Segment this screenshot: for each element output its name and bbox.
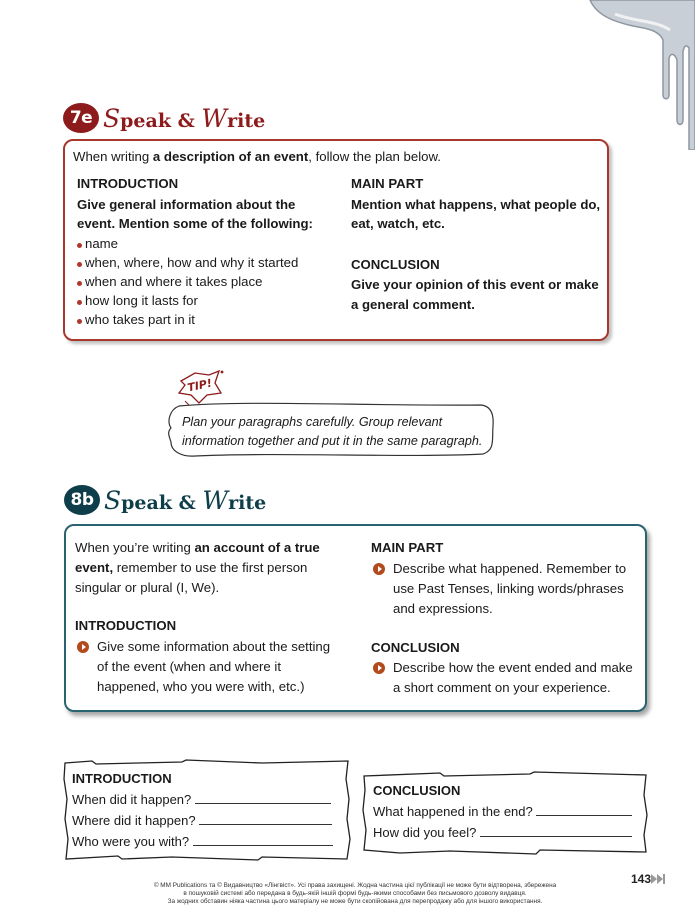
tip-text: Plan your paragraphs carefully. Group relevant information together and put it in the same paragraph. — [182, 415, 483, 448]
card-question-row: How did you feel? — [373, 822, 643, 843]
list-item: name — [77, 234, 337, 253]
plan-intro-sentence: When writing a description of an event, follow the plan below. — [73, 149, 441, 164]
introduction-instruction: Give general information about the event. Mention some of the following: — [77, 196, 313, 231]
answer-blank[interactable] — [536, 804, 632, 816]
conclusion-heading: CONCLUSION — [351, 256, 440, 272]
card-question-row: What happened in the end? — [373, 801, 643, 822]
forward-arrows-icon — [651, 874, 665, 884]
list-item: who takes part in it — [77, 310, 337, 329]
tip-badge-icon — [175, 367, 225, 407]
section-title-8b: Speak & Write — [104, 485, 267, 515]
arrow-bullet-icon — [373, 563, 385, 575]
introduction-column-7e — [77, 174, 337, 329]
card-question-row: When did it happen? — [72, 789, 342, 810]
list-item: when, where, how and why it started — [77, 253, 337, 272]
main-part-heading: MAIN PART — [371, 540, 444, 555]
main-conclusion-column-8b — [371, 538, 637, 698]
card-heading: CONCLUSION — [373, 783, 461, 798]
section-badge-7e: 7e — [63, 103, 99, 133]
arrow-bullet-icon — [77, 641, 89, 653]
page-number: 143 — [631, 872, 652, 886]
answer-blank[interactable] — [195, 792, 331, 804]
conclusion-heading: CONCLUSION — [371, 639, 460, 655]
list-item: Describe how the event ended and make a short comment on your experience. — [371, 658, 637, 698]
card-question-row: Who were you with? — [72, 831, 342, 852]
section-badge-8b: 8b — [64, 485, 100, 515]
copyright-footer: © MM Publications та © Видавництво «Лінгвіст». Усі права захищені. Жодна частина цієї публікації не може бути відтворена, збережена в пошуковій системі або передана в будь-якій іншій формі будь-якими способами без письмового дозволу видавця. За жодних обставин ніяка частина цього матеріалу не може бути скопійована для перепродажу або для іншого використання. — [153, 882, 557, 906]
card-heading: INTRODUCTION — [72, 771, 172, 786]
answer-blank[interactable] — [480, 825, 632, 837]
introduction-heading: INTRODUCTION — [77, 176, 179, 191]
account-intro-sentence: When you’re writing an account of a true event, remember to use the first person singular or plural (I, We). — [75, 540, 320, 595]
svg-text:TIP!: TIP! — [186, 376, 214, 395]
section-8b-header — [64, 485, 266, 515]
main-conclusion-column-7e — [351, 174, 603, 314]
conclusion-card — [373, 780, 643, 843]
list-item: Give some information about the setting of the event (when and where it happened, who you were with, etc.) — [75, 637, 343, 697]
section-7e-header — [63, 103, 265, 133]
intro-column-8b — [75, 538, 343, 697]
answer-blank[interactable] — [193, 834, 333, 846]
list-item: Describe what happened. Remember to use Past Tenses, linking words/phrases and expressions. — [371, 559, 637, 619]
conclusion-instruction: Give your opinion of this event or make a general comment. — [351, 277, 599, 312]
answer-blank[interactable] — [199, 813, 332, 825]
section-title-7e: Speak & Write — [103, 103, 266, 133]
card-question-row: Where did it happen? — [72, 810, 342, 831]
arrow-bullet-icon — [373, 662, 385, 674]
main-part-instruction: Mention what happens, what people do, eat, watch, etc. — [351, 196, 601, 231]
paint-drip-decoration — [585, 0, 695, 150]
list-item: when and where it takes place — [77, 272, 337, 291]
list-item: how long it lasts for — [77, 291, 337, 310]
main-part-heading: MAIN PART — [351, 176, 424, 191]
introduction-heading: INTRODUCTION — [75, 618, 177, 633]
introduction-card — [72, 768, 342, 852]
introduction-list — [77, 234, 337, 329]
